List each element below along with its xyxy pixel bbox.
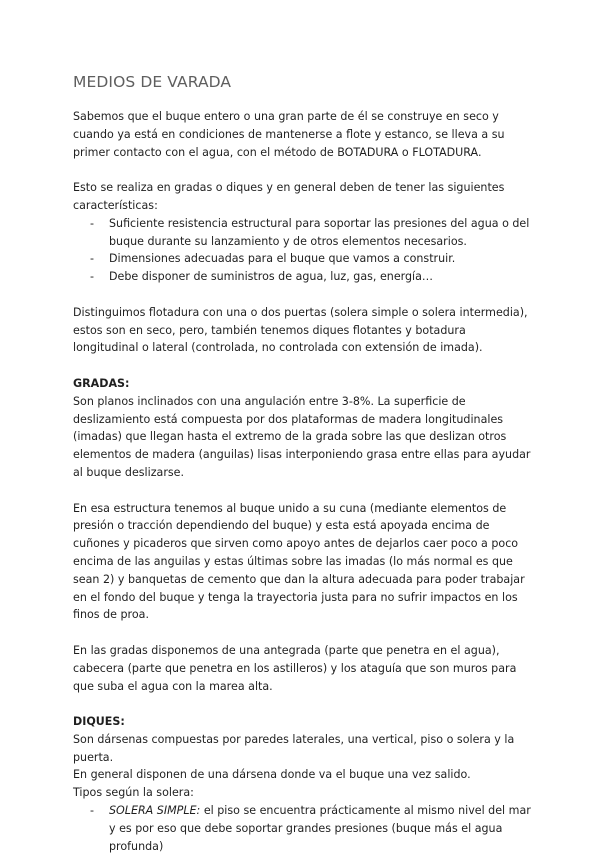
list-item-text: Debe disponer de suministros de agua, luz, gas, energía… <box>109 270 434 284</box>
list-item <box>73 250 533 268</box>
gradas-paragraph-1: Son planos inclinados con una angulación entre 3-8%. La superficie de deslizamiento está compuesta por dos plataformas de madera longitudinales (imadas) que llegan hasta el extremo de la grada sobre las que deslizan otros elementos de madera (anguilas) lisas interponiendo grasa entre ellas para ayudar al buque deslizarse. <box>73 394 531 479</box>
gradas-paragraph-3: En las gradas disponemos de una antegrada (parte que penetra en el agua), cabecera (parte que penetra en los astilleros) y los ataguía que son muros para que suba el agua con la marea alta. <box>73 643 517 693</box>
gradas-diques-intro: Esto se realiza en gradas o diques y en general deben de tener las siguientes características: <box>73 181 505 212</box>
page-title: MEDIOS DE VARADA <box>73 73 232 91</box>
tipo-term: SOLERA SIMPLE: <box>109 804 201 818</box>
tipo-description: el piso se encuentra prácticamente al mismo nivel del mar y es por eso que debe soportar grandes presiones (buque más el agua profunda) <box>109 804 531 853</box>
caracteristicas-list <box>73 215 533 286</box>
document-page <box>73 72 533 855</box>
gradas-heading: GRADAS: <box>73 376 130 390</box>
diques-heading: DIQUES: <box>73 715 125 729</box>
list-dash: - <box>90 270 95 284</box>
list-dash: - <box>90 804 95 818</box>
tipos-solera-list <box>73 802 533 855</box>
list-item-text: Dimensiones adecuadas para el buque que vamos a construir. <box>109 252 456 266</box>
list-item <box>73 268 533 286</box>
diques-line-1: Son dársenas compuestas por paredes laterales, una vertical, piso o solera y la puerta. <box>73 732 515 764</box>
distinguimos-paragraph: Distinguimos flotadura con una o dos puertas (solera simple o solera intermedia), estos son en seco, pero, también tenemos diques flotantes y botadura longitudinal o lateral (controlada, no controlada con extensión de imada). <box>73 305 528 355</box>
list-item-text: Suficiente resistencia estructural para soportar las presiones del agua o del buque durante su lanzamiento y de otros elementos necesarios. <box>109 216 530 248</box>
list-dash: - <box>90 216 95 230</box>
diques-line-3: Tipos según la solera: <box>73 786 194 800</box>
list-dash: - <box>90 252 95 266</box>
list-item <box>73 802 533 855</box>
intro-paragraph: Sabemos que el buque entero o una gran parte de él se construye en seco y cuando ya está en condiciones de mantenerse a flote y estanco, se lleva a su primer contacto con el agua, con el método de BOTADURA o FLOTADURA. <box>73 110 505 159</box>
gradas-paragraph-2: En esa estructura tenemos al buque unido a su cuna (mediante elementos de presión o tracción dependiendo del buque) y esta está apoyada encima de cuñones y picaderos que sirven como apoyo antes de dejarlos caer poco a poco encima de las anguilas y estas últimas sobre las imadas (lo más normal es que sean 2) y banquetas de cemento que dan la altura adecuada para poder trabajar en el fondo del buque y tenga la trayectoria justa para no sufrir impactos en los finos de proa. <box>73 501 525 622</box>
diques-line-2: En general disponen de una dársena donde va el buque una vez salido. <box>73 768 471 782</box>
list-item <box>73 215 533 251</box>
